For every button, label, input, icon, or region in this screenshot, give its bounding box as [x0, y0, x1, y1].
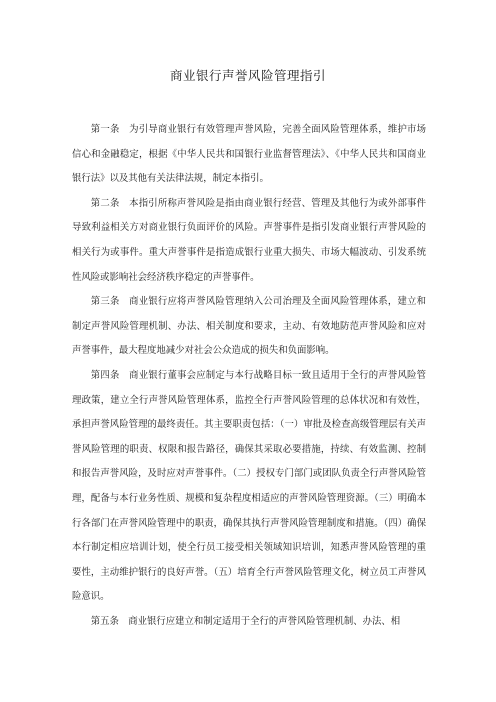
article-4-paragraph: 第四条 商业银行董事会应制定与本行战略目标一致且适用于全行的声誉风险管理政策，建立全行声誉风险管理体系，监控全行声誉风险管理的总体状况和有效性，承担声誉风险管理的最终责任。其主要职责包括：（一）审批及检查高级管理层有关声誉风险管理的职责、权限和报告路径，确保其采取必要措施，持续、有效监测、控制和报告声誉风险，及时应对声誉事件。（二）授权专门部门或团队负责全行声誉风险管理，配备与本行业务性质、规模和复杂程度相适应的声誉风险管理资源。（三）明确本行各部门在声誉风险管理中的职责，确保其执行声誉风险管理制度和措施。（四）确保本行制定相应培训计划，使全行员工接受相关领域知识培训，知悉声誉风险管理的重要性，主动维护银行的良好声誉。（五）培育全行声誉风险管理文化，树立员工声誉风险意识。: [72, 369, 426, 603]
article-3-paragraph: 第三条 商业银行应将声誉风险管理纳入公司治理及全面风险管理体系，建立和制定声誉风险管理机制、办法、相关制度和要求，主动、有效地防范声誉风险和应对声誉事件，最大程度地减少对社会公众造成的损失和负面影响。: [72, 296, 426, 357]
document-body: [72, 118, 426, 634]
article-5-paragraph: 第五条 商业银行应建立和制定适用于全行的声誉风险管理机制、办法、相: [90, 615, 401, 627]
article-1-paragraph: 第一条 为引导商业银行有效管理声誉风险，完善全面风险管理体系，维护市场信心和金融稳定，根据《中华人民共和国银行业监督管理法》、《中华人民共和国商业银行法》以及其他有关法律法规，制定本指引。: [72, 124, 426, 185]
article-2-paragraph: 第二条 本指引所称声誉风险是指由商业银行经营、管理及其他行为或外部事件导致利益相关方对商业银行负面评价的风险。声誉事件是指引发商业银行声誉风险的相关行为或事件。重大声誉事件是指造成银行业重大损失、市场大幅波动、引发系统性风险或影响社会经济秩序稳定的声誉事件。: [72, 197, 426, 283]
document-title: 商业银行声誉风险管理指引: [169, 68, 326, 83]
